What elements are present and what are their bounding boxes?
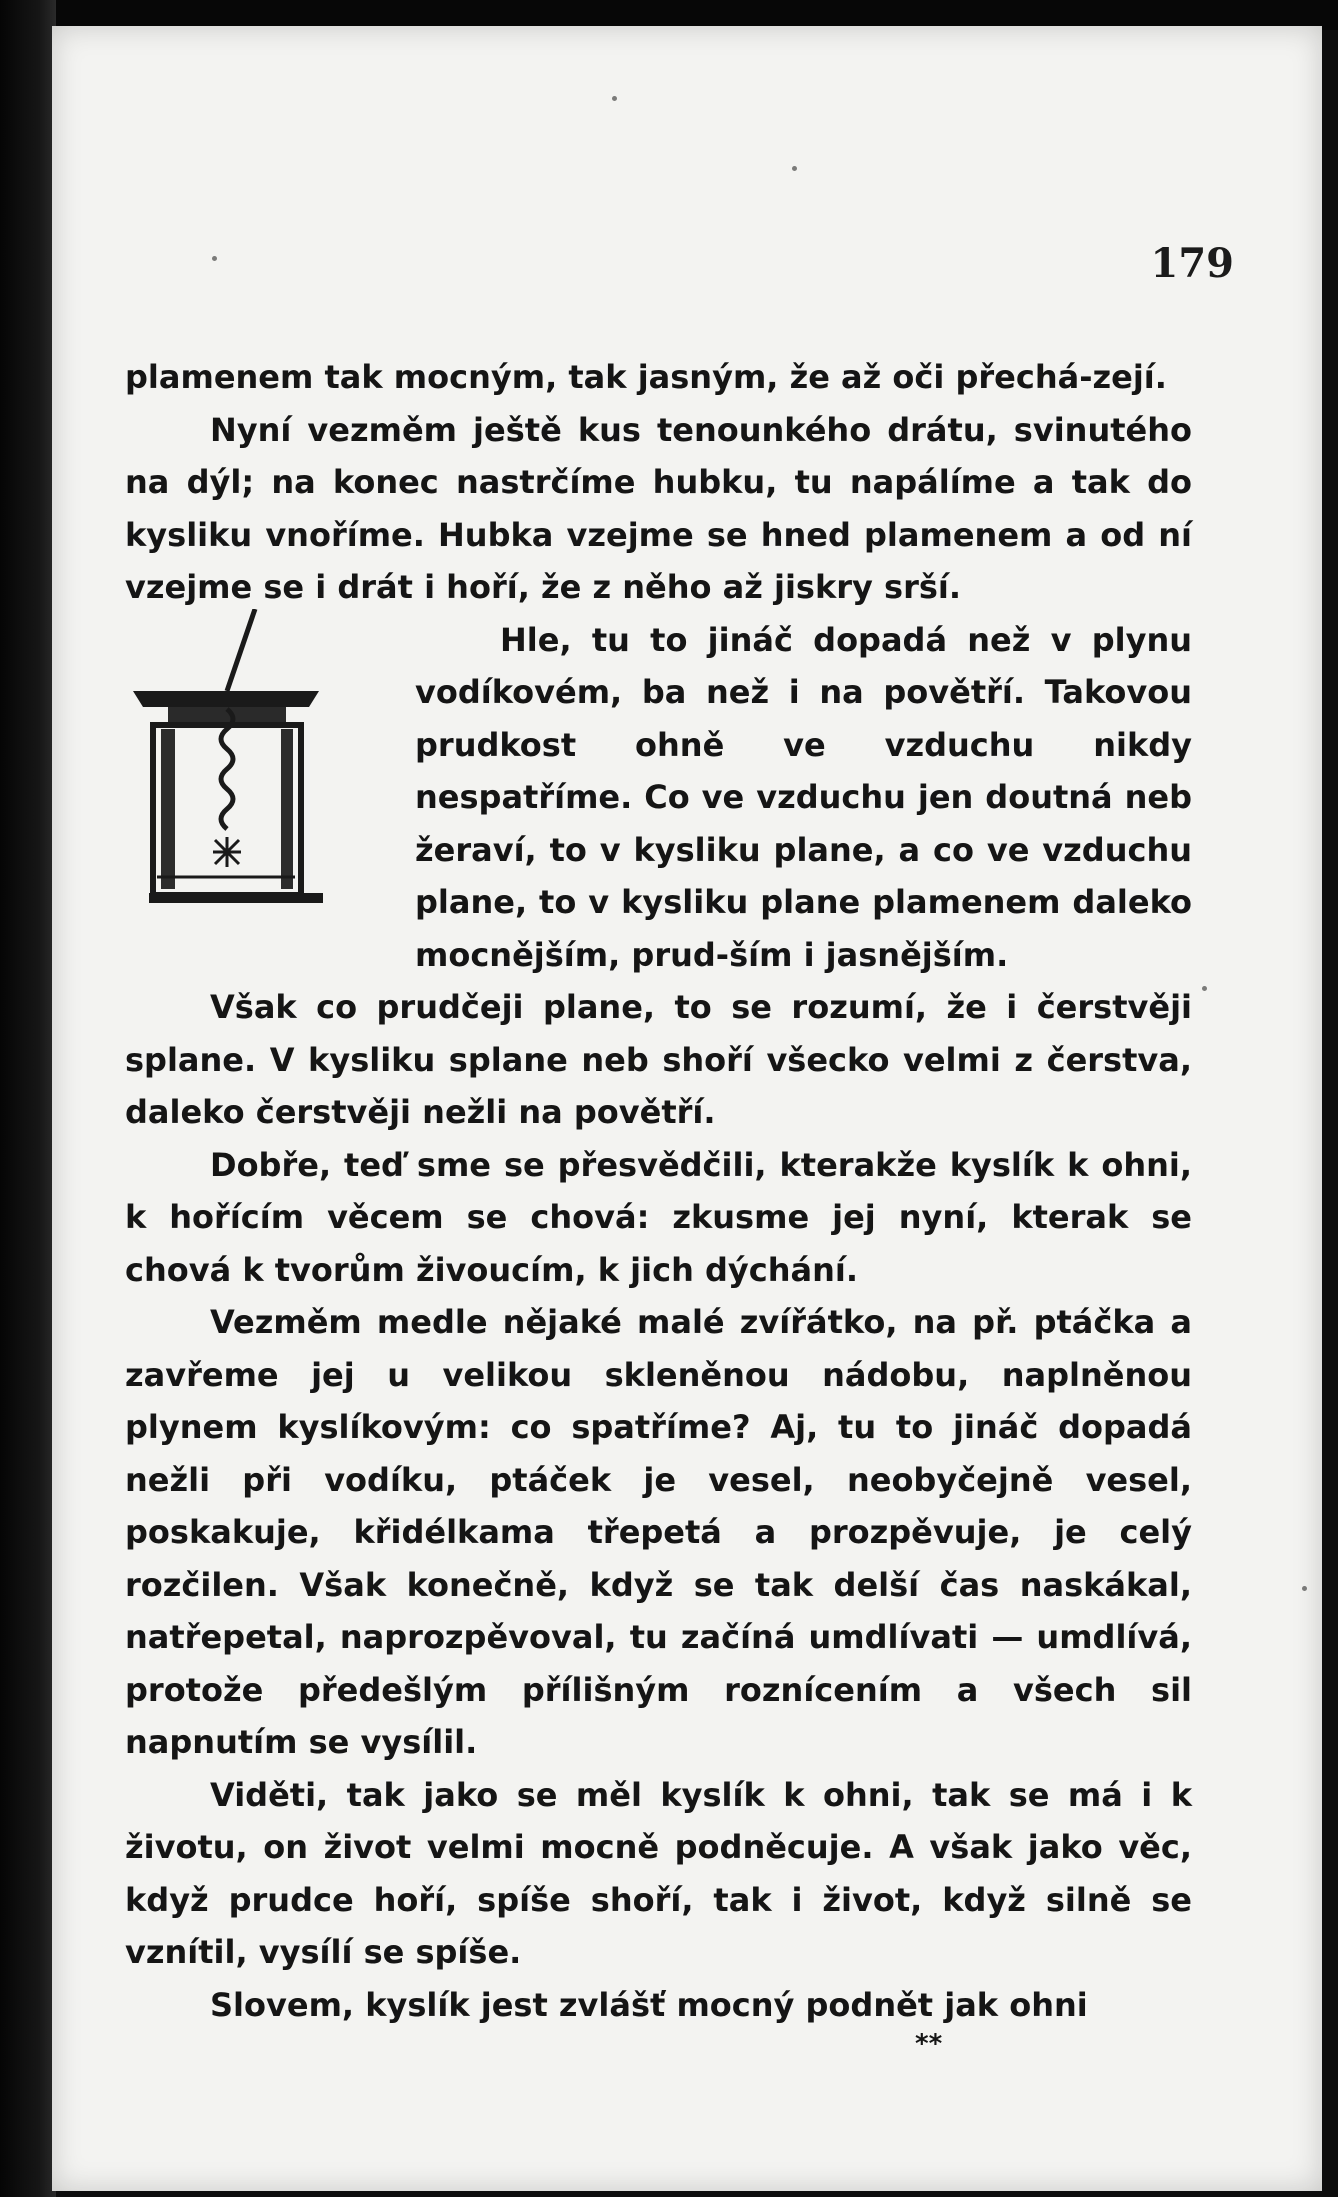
paragraph: Však co prudčeji plane, to se rozumí, že i čerstvěji splane. V kysliku splane neb shoří všecko velmi z čerstva, daleko čerstvěji nežli na povětří.: [125, 988, 1192, 1131]
page-number: 179: [1150, 240, 1234, 287]
figure-paragraph: [125, 614, 1192, 982]
signature-mark: **: [915, 2029, 943, 2059]
body-text: [125, 351, 1192, 2057]
paper-speck: [612, 96, 617, 101]
scan-border-left: [0, 0, 56, 2197]
book-page: [52, 26, 1322, 2191]
paragraph: Dobře, teď sme se přesvědčili, kterakže kyslík k ohni, k hořícím věcem se chová: zkusme jej nyní, kterak se chová k tvorům živoucím, k jich dýchání.: [125, 1145, 1192, 1289]
paper-speck: [792, 166, 797, 171]
paragraph: Hle, tu to jináč dopadá než v plynu vodíkovém, ba než i na povětří. Takovou prudkost ohně ve vzduchu nikdy nespatříme. Co ve vzduchu jen doutná neb žeraví, to v kysliku plane, a co ve vzduchu plane, to v kysliku plane plamenem daleko mocnějším, prud-ším i jasnějším.: [415, 620, 1192, 974]
paragraph: Vezměm medle nějaké malé zvířátko, na př. ptáčka a zavřeme jej u velikou skleněnou nádobu, naplněnou plynem kyslíkovým: co spatříme? Aj, tu to jináč dopadá nežli při vodíku, ptáček je vesel, neobyčejně vesel, poskakuje, křidélkama třepetá a prozpěvuje, je celý rozčilen. Však konečně, když se tak delší čas naskákal, natřepetal, naprozpěvoval, tu začíná umdlívati — umdlívá, protože předešlým přílišným roznícením a všech sil napnutím se vysílil.: [125, 1303, 1192, 1761]
paper-speck: [1302, 1586, 1307, 1591]
paragraph: Nyní vezměm ještě kus tenounkého drátu, svinutého na dýl; na konec nastrčíme hubku, tu napálíme a tak do kysliku vnoříme. Hubka vzejme se hned plamenem a od ní vzejme se i drát i hoří, že z něho až jiskry srší.: [125, 410, 1192, 606]
jar-with-burning-wire-icon: [123, 609, 323, 909]
paragraph: Viděti, tak jako se měl kyslík k ohni, tak se má i k životu, on život velmi mocně podněcuje. A však jako věc, když prudce hoří, spíše shoří, tak i život, když silně se vznítil, vysílí se spíše.: [125, 1775, 1192, 1971]
paper-speck: [212, 256, 217, 261]
paragraph: plamenem tak mocným, tak jasným, že až oči přechá-zejí.: [125, 358, 1167, 396]
paper-speck: [1202, 986, 1207, 991]
paragraph: Slovem, kyslík jest zvlášť mocný podnět jak ohni: [210, 1985, 1088, 2024]
